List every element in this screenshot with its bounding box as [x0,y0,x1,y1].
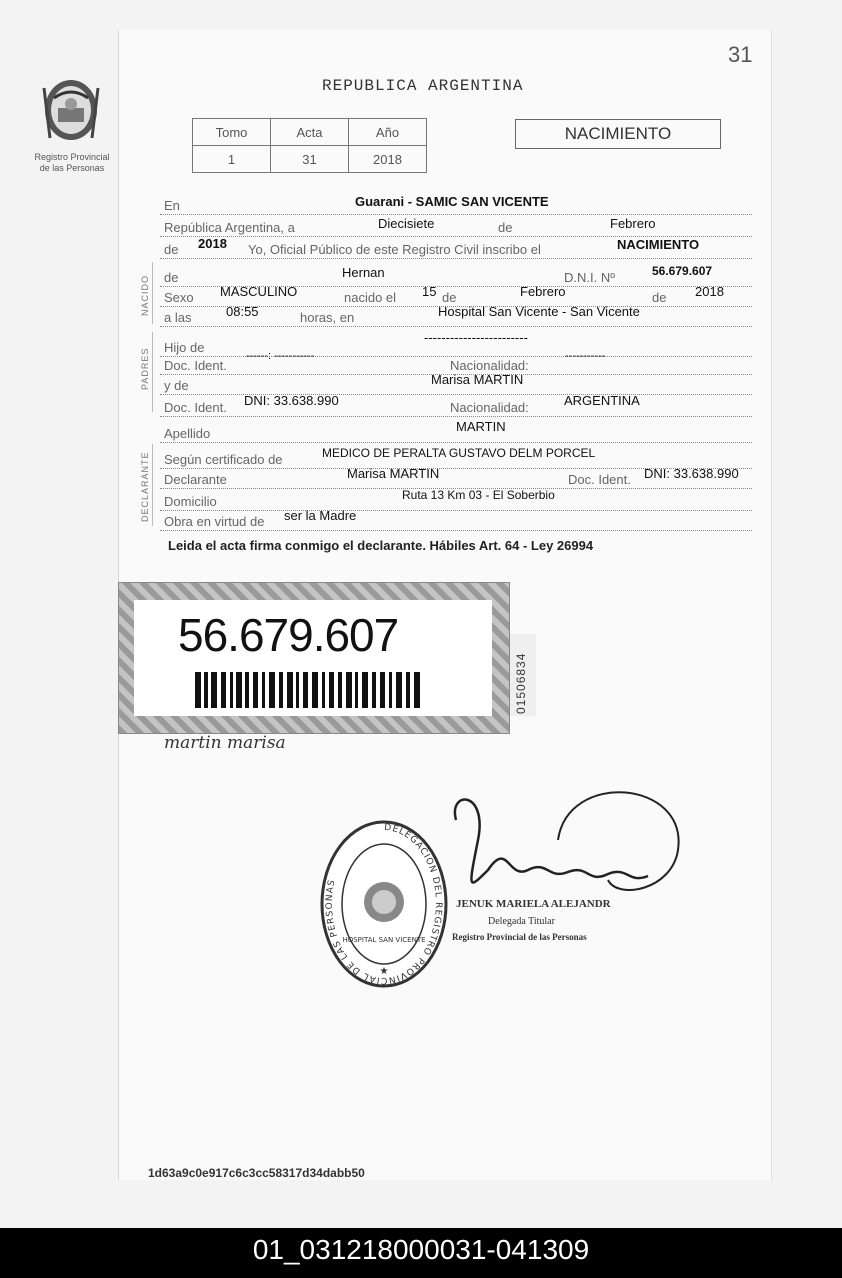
lugar-value: Guarani - SAMIC SAN VICENTE [355,194,549,209]
official-name: JENUK MARIELA ALEJANDR [456,898,611,910]
line-hijo-de: Hijo de [160,334,752,357]
section-label-nacido: NACIDO [140,274,150,316]
line-certificado: Según certificado de [160,446,752,469]
footer-filename: 01_031218000031-041309 [252,1234,590,1265]
padre-value: ------------------------ [424,330,528,345]
document-title: REPUBLICA ARGENTINA [322,77,524,95]
section-label-padres: PADRES [140,347,150,390]
svg-text:★: ★ [379,966,389,977]
dni-value: 56.679.607 [652,264,713,278]
line-hora: a las horas, en [160,304,752,327]
declarante-doc-value: DNI: 33.638.990 [644,466,739,481]
document-hash: 1d63a9c0e917c6c3cc58317d34dabb50 [148,1166,365,1180]
sexo-value: MASCULINO [220,284,298,299]
line-domicilio: Domicilio [160,488,752,511]
sticker-dni-number: 56.679.607 [178,609,399,661]
svg-text:martin marisa: martin marisa [164,733,286,753]
barcode [195,672,425,708]
section-divider-nacido [152,262,153,324]
hora-value: 08:55 [226,304,259,319]
nac-anio-value: 2018 [695,284,724,299]
line-oficial: de Yo, Oficial Público de este Registro Civil inscribo el [160,236,752,259]
closing-statement: Leida el acta firma conmigo el declarante. Hábiles Art. 64 - Ley 26994 [168,538,594,553]
nac-dia-value: 15 [422,284,437,299]
padre-doc-value: ------: ----------- [246,350,315,362]
nac-mes-value: Febrero [520,284,566,299]
padre-nac-value: ----------- [565,350,606,362]
tomo-value: 1 [193,146,271,173]
page-number: 31 [728,42,753,67]
anio-inscripcion-value: 2018 [198,236,227,251]
anio-value: 2018 [349,146,427,173]
section-label-declarante: DECLARANTE [140,451,150,522]
madre-value: Marisa MARTIN [431,372,524,387]
tomo-label: Tomo [193,119,271,146]
acta-label: Acta [271,119,349,146]
nombre-value: Hernan [342,265,385,280]
logo-caption: Registro Provincial de las Personas [34,152,110,173]
line-apellido: Apellido [160,420,752,443]
official-title: Delegada Titular [488,916,555,927]
svg-text:DELEGACION DEL REGISTRO PROVIN: DELEGACION DEL REGISTRO PROVINCIAL DE LAS PERSONAS [324,822,443,986]
dia-value: Diecisiete [378,216,435,231]
mes-value: Febrero [610,216,656,231]
section-divider-padres [152,332,153,412]
tipo-value: NACIMIENTO [617,237,700,252]
line-republica: República Argentina, a de [160,214,752,237]
line-sexo: Sexo nacido el de de [160,284,752,307]
official-seal [318,818,450,990]
acta-value: 31 [271,146,349,173]
certificado-value: MEDICO DE PERALTA GUSTAVO DELM PORCEL [322,446,596,460]
declarante-value: Marisa MARTIN [347,466,440,481]
domicilio-value: Ruta 13 Km 03 - El Soberbio [402,488,555,502]
obra-value: ser la Madre [284,508,357,523]
line-padre-doc: Doc. Ident. Nacionalidad: [160,352,752,375]
record-type-box: NACIMIENTO [515,119,721,149]
provincial-shield-logo [36,68,106,148]
anio-label: Año [349,119,427,146]
sticker-side-code: 01506834 [510,634,536,716]
madre-doc-value: DNI: 33.638.990 [244,393,339,408]
line-y-de: y de [160,372,752,395]
line-obra: Obra en virtud de [160,508,752,531]
line-declarante: Declarante Doc. Ident. [160,466,752,489]
lugar-nac-value: Hospital San Vicente - San Vicente [438,304,640,319]
declarant-signature [160,728,330,758]
official-signature [448,780,698,900]
line-madre-doc: Doc. Ident. Nacionalidad: [160,394,752,417]
section-divider-declarante [152,444,153,526]
madre-nac-value: ARGENTINA [564,393,640,408]
svg-text:HOSPITAL SAN VICENTE: HOSPITAL SAN VICENTE [342,936,426,944]
line-en: En [160,192,752,215]
line-nombre: de D.N.I. Nº [160,264,752,287]
official-office: Registro Provincial de las Personas [452,932,587,942]
apellido-value: MARTIN [456,419,506,434]
tomo-acta-table [192,118,427,173]
